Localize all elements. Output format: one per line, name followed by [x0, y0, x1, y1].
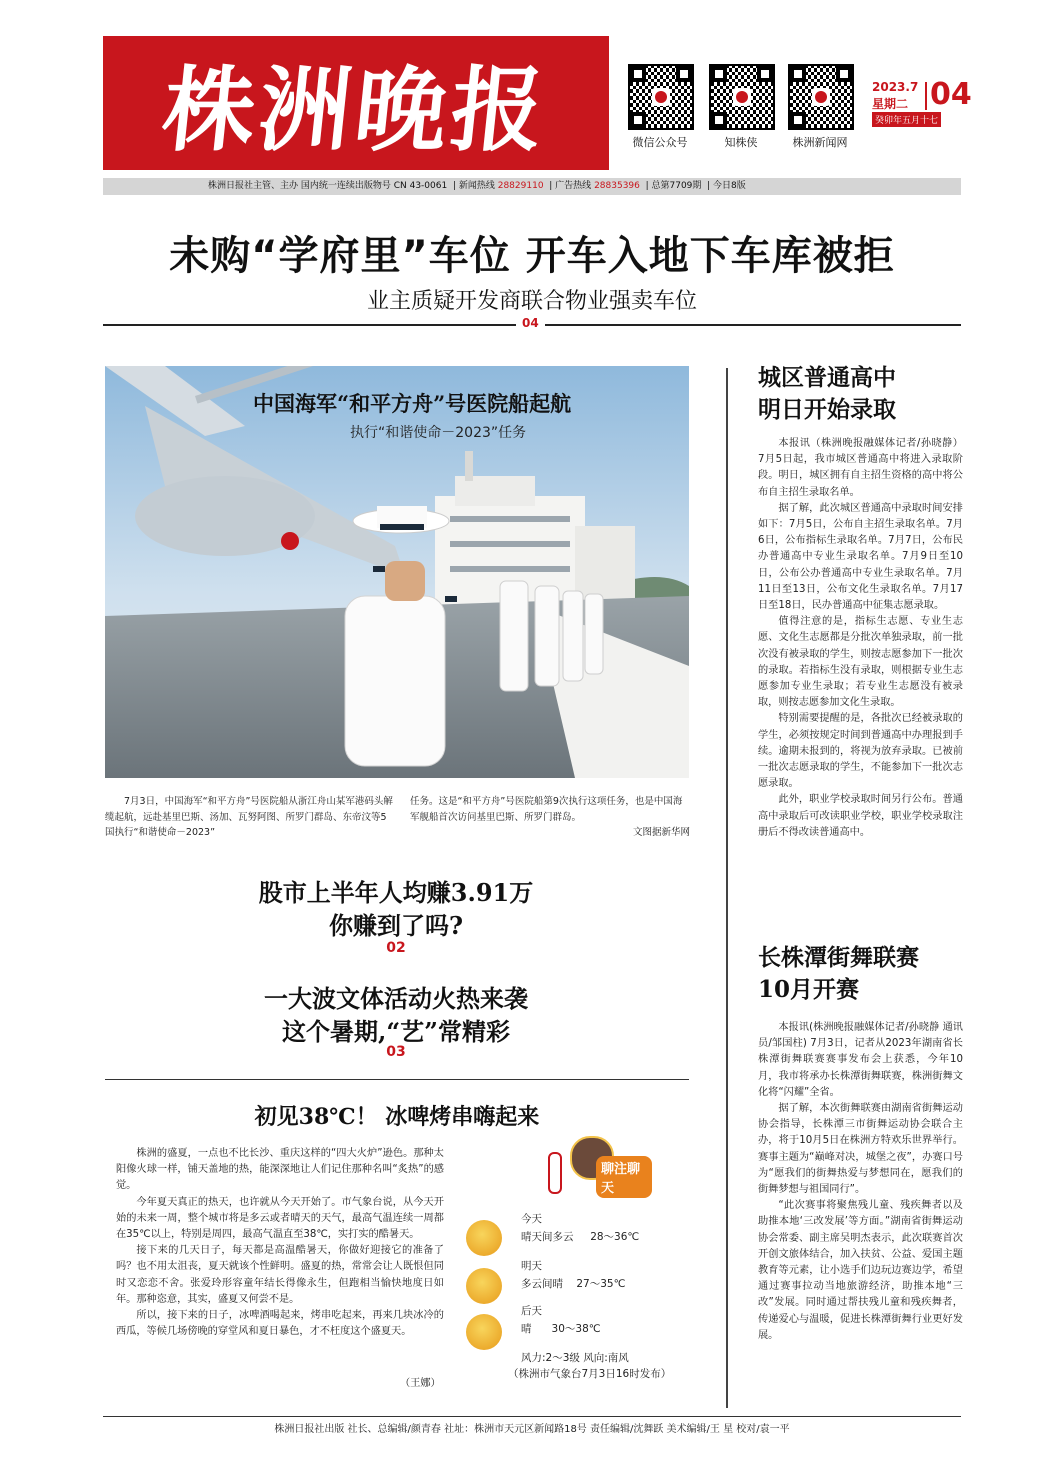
photo-caption-left: 7月3日，中国海军“和平方舟”号医院船从浙江舟山某军港码头解缆起航，远赴基里巴斯、汤加、瓦努阿图、所罗门群岛、东帝汶等5国执行“和谐使命－2023”	[105, 796, 393, 838]
publisher-info: 株洲日报社主管、主办 国内统一连续出版物号 CN 43-0061	[208, 181, 448, 191]
side-story-enrollment-paragraph: 值得注意的是，指标生志愿、专业生志愿、文化生志愿都是分批次单独录取，前一批次没有被录取的学生，则按志愿参加下一批次的录取。若指标生没有录取，则根据专业生志愿参加专业生录取；若专业生志愿没有被录取，则按志愿参加文化生录取。	[758, 616, 963, 709]
side-story-dance-paragraph: “此次赛事将聚焦残儿童、残疾舞者以及助推本地‘三改发展’等方面。”湖南省街舞运动协会常委、副主席吴明杰表示，此次联赛首次开创文旅体结合，加入扶贫、公益、爱国主题教育等元素，让小选手们边玩边赛边学，希望通过赛事拉动当地旅游经济，助推本地“三改”发展。同时通过帮扶残儿童和残疾舞者，传递爱心与温暖，促进长株潭街舞行业更好发展。	[758, 1200, 963, 1341]
date-divider	[925, 82, 927, 110]
date-year-month: 2023.7	[872, 80, 919, 94]
side-story-enrollment-title-line1: 城区普通高中	[758, 364, 896, 391]
side-story-enrollment-paragraph: 此外，职业学校录取时间另行公布。普通高中录取后可改读职业学校，职业学校录取注册后不得改读普通高中。	[758, 794, 963, 838]
forecast-wind: 风力:2～3级 风向:南风	[521, 1352, 629, 1364]
sun-icon	[466, 1220, 502, 1256]
side-story-enrollment-body	[758, 436, 963, 841]
forecast-day3-day: 后天	[521, 1305, 542, 1317]
story-heat-paragraph: 所以，接下来的日子，冰啤酒喝起来，烤串吃起来，再来几块冰冷的西瓜，等候几场傍晚的穿堂风和夏日暴色，才不枉度这个盛夏天。	[116, 1310, 444, 1338]
ad-hotline-label: 广告热线	[555, 181, 592, 191]
date-lunar: 癸卯年五月十七	[872, 112, 941, 127]
masthead-title: 株洲晚报	[157, 56, 553, 164]
photo-caption-right: 任务。这是“和平方舟”号医院船第9次执行这项任务，也是中国海军舰船首次访问基里巴斯、所罗门群岛。	[410, 796, 683, 823]
story-heat-headline[interactable]: 初见38℃！ 冰啤烤串嗨起来	[254, 1104, 540, 1130]
navy-ship-photo	[105, 366, 689, 778]
side-story-enrollment-paragraph: 据了解，此次城区普通高中录取时间安排如下：7月5日，公布自主招生录取名单。7月6日，公布指标生录取名单。7月7日，公布民办普通高中专业生录取名单。7月9日至10日，公布公办普通高中专业生录取名单。7月11日至13日，公布文化生录取名单。7月17日至18日，民办普通高中征集志愿录取。	[758, 502, 963, 612]
photo-credit: 文图据新华网	[632, 827, 690, 838]
story-stock-line1: 股市上半年人均赚3.91万	[258, 878, 534, 907]
forecast-today-desc: 晴天间多云 28～36℃	[521, 1231, 640, 1243]
qr-code-wechat[interactable]	[628, 64, 694, 130]
sun-icon	[466, 1268, 502, 1304]
story-heat-paragraph: 今年夏天真正的热天，也许就从今天开始了。市气象台说，从今天开始的未来一周，整个城市将是多云或者晴天的天气，最高气温连续一周都在35℃以上，特别是周四，最高气温直至38℃，实打实的酷暑天。	[116, 1196, 444, 1241]
news-hotline: 28829110	[497, 181, 544, 191]
side-story-dance-title-line2: 10月开赛	[758, 976, 860, 1003]
story-culture-line2: 这个暑期,“艺”常精彩	[282, 1017, 510, 1046]
story-heat-author: （王娜）	[400, 1378, 441, 1389]
footer-imprint: 株洲日报社出版 社长、总编辑/颜青春 社址：株洲市天元区新闻路18号 责任编辑/沈舞跃 美术编辑/王 星 校对/袁一平	[274, 1424, 790, 1435]
side-story-dance-paragraph: 据了解，本次街舞联赛由湖南省街舞运动协会指导，长株潭三市街舞运动协会联合主办，将于10月5日在株洲方特欢乐世界举行。赛事主题为“巅峰对决，城堡之夜”，办赛口号为“愿我们的街舞热爱与梦想同在，愿我们的街舞梦想与祖国同行”。	[758, 1103, 963, 1196]
date-day: 04	[930, 77, 972, 112]
column-divider	[726, 368, 728, 1408]
story-culture-line1: 一大波文体活动火热来袭	[264, 984, 528, 1013]
thermometer-icon	[548, 1152, 562, 1194]
side-story-enrollment-paragraph: 特别需要提醒的是，各批次已经被录取的学生，必须按规定时间到普通高中办理报到手续。逾期未报到的，将视为放弃录取。已被前一批次志愿录取的学生，不能参加下一批次志愿录取。	[758, 713, 963, 790]
issue-date	[872, 77, 972, 126]
qr-label-news-site: 株洲新闻网	[792, 136, 848, 149]
forecast-today-day: 今天	[521, 1213, 542, 1225]
side-story-dance-title[interactable]	[758, 942, 958, 1006]
sun-icon	[466, 1314, 502, 1350]
lead-page-number: 04	[516, 316, 545, 330]
lead-headline[interactable]: 未购“学府里”车位 开车入地下车库被拒	[169, 233, 895, 279]
qr-code-news-site[interactable]	[788, 64, 854, 130]
footer-rule	[103, 1416, 961, 1417]
forecast-tomorrow-day: 明天	[521, 1260, 542, 1272]
side-story-dance-paragraph: 本报讯(株洲晚报融媒体记者/孙晓静 通讯员/邹国柱) 7月3日，记者从2023年湖南省长株潭街舞联赛赛事发布会上获悉，今年10月，我市将承办长株潭街舞联赛，株洲街舞文化将“闪耀”全省。	[758, 1022, 963, 1098]
issue-number: 总第7709期	[651, 181, 702, 191]
qr-label-wechat: 微信公众号	[632, 136, 688, 149]
section-rule	[105, 1079, 689, 1080]
story-culture-headline[interactable]	[210, 982, 582, 1048]
photo-title: 中国海军“和平方舟”号医院船起航	[253, 391, 572, 416]
side-story-dance-title-line1: 长株潭街舞联赛	[758, 944, 919, 971]
lead-subheadline: 业主质疑开发商联合物业强卖车位	[366, 289, 697, 314]
story-heat-paragraph: 接下来的几天日子，每天都是高温酷暑天，你做好迎接它的准备了吗？也不用太沮丧，夏天就该个性鲜明。盛夏的热，常常会让人既恨但同时又恋恋不舍。张爱玲形容童年结长得像永生，但跑相当愉快地度日如年。那种恣意，其实，盛夏又何尝不是。	[116, 1245, 444, 1305]
side-story-enrollment-title[interactable]	[758, 362, 958, 426]
forecast-source: （株洲市气象台7月3日16时发布）	[508, 1368, 672, 1380]
weather-badge	[540, 1134, 652, 1204]
ad-hotline: 28835396	[594, 181, 640, 191]
weather-badge-label: 聊注聊天	[596, 1156, 652, 1198]
side-story-enrollment-title-line2: 明日开始录取	[758, 396, 896, 423]
page-count: 今日8版	[713, 181, 746, 191]
side-story-enrollment-paragraph: 本报讯（株洲晚报融媒体记者/孙晓静） 7月5日起，我市城区普通高中将进入录取阶段。明日，城区拥有自主招生资格的高中将公布自主招生录取名单。	[758, 438, 963, 498]
story-culture-page: 03	[386, 1044, 406, 1060]
story-stock-page: 02	[386, 940, 406, 956]
qr-code-zhizhuxia[interactable]	[709, 64, 775, 130]
masthead	[103, 36, 609, 170]
qr-label-zhizhuxia: 知株侠	[724, 136, 758, 149]
side-story-dance-body	[758, 1020, 963, 1344]
story-stock-headline[interactable]	[210, 876, 582, 942]
story-heat-paragraph: 株洲的盛夏，一点也不比长沙、重庆这样的“四大火炉”逊色。那种太阳像火球一样，铺天盖地的热，能深深地让人们记住那种名叫“炙热”的感觉。	[116, 1148, 444, 1192]
date-weekday: 星期二	[872, 97, 909, 111]
photo-subtitle: 执行“和谐使命－2023”任务	[350, 425, 527, 441]
forecast-day3-desc: 晴 30～38℃	[521, 1323, 601, 1335]
forecast-tomorrow-desc: 多云间晴 27～35℃	[521, 1278, 626, 1290]
story-heat-body	[116, 1146, 444, 1340]
info-bar: 株洲日报社主管、主办 国内统一连续出版物号 CN 43-0061 | 新闻热线 28829110 | 广告热线 28835396 | 总第7709期 | 今日8版	[103, 178, 961, 195]
news-hotline-label: 新闻热线	[458, 181, 495, 191]
story-stock-line2: 你赚到了吗?	[328, 911, 464, 940]
